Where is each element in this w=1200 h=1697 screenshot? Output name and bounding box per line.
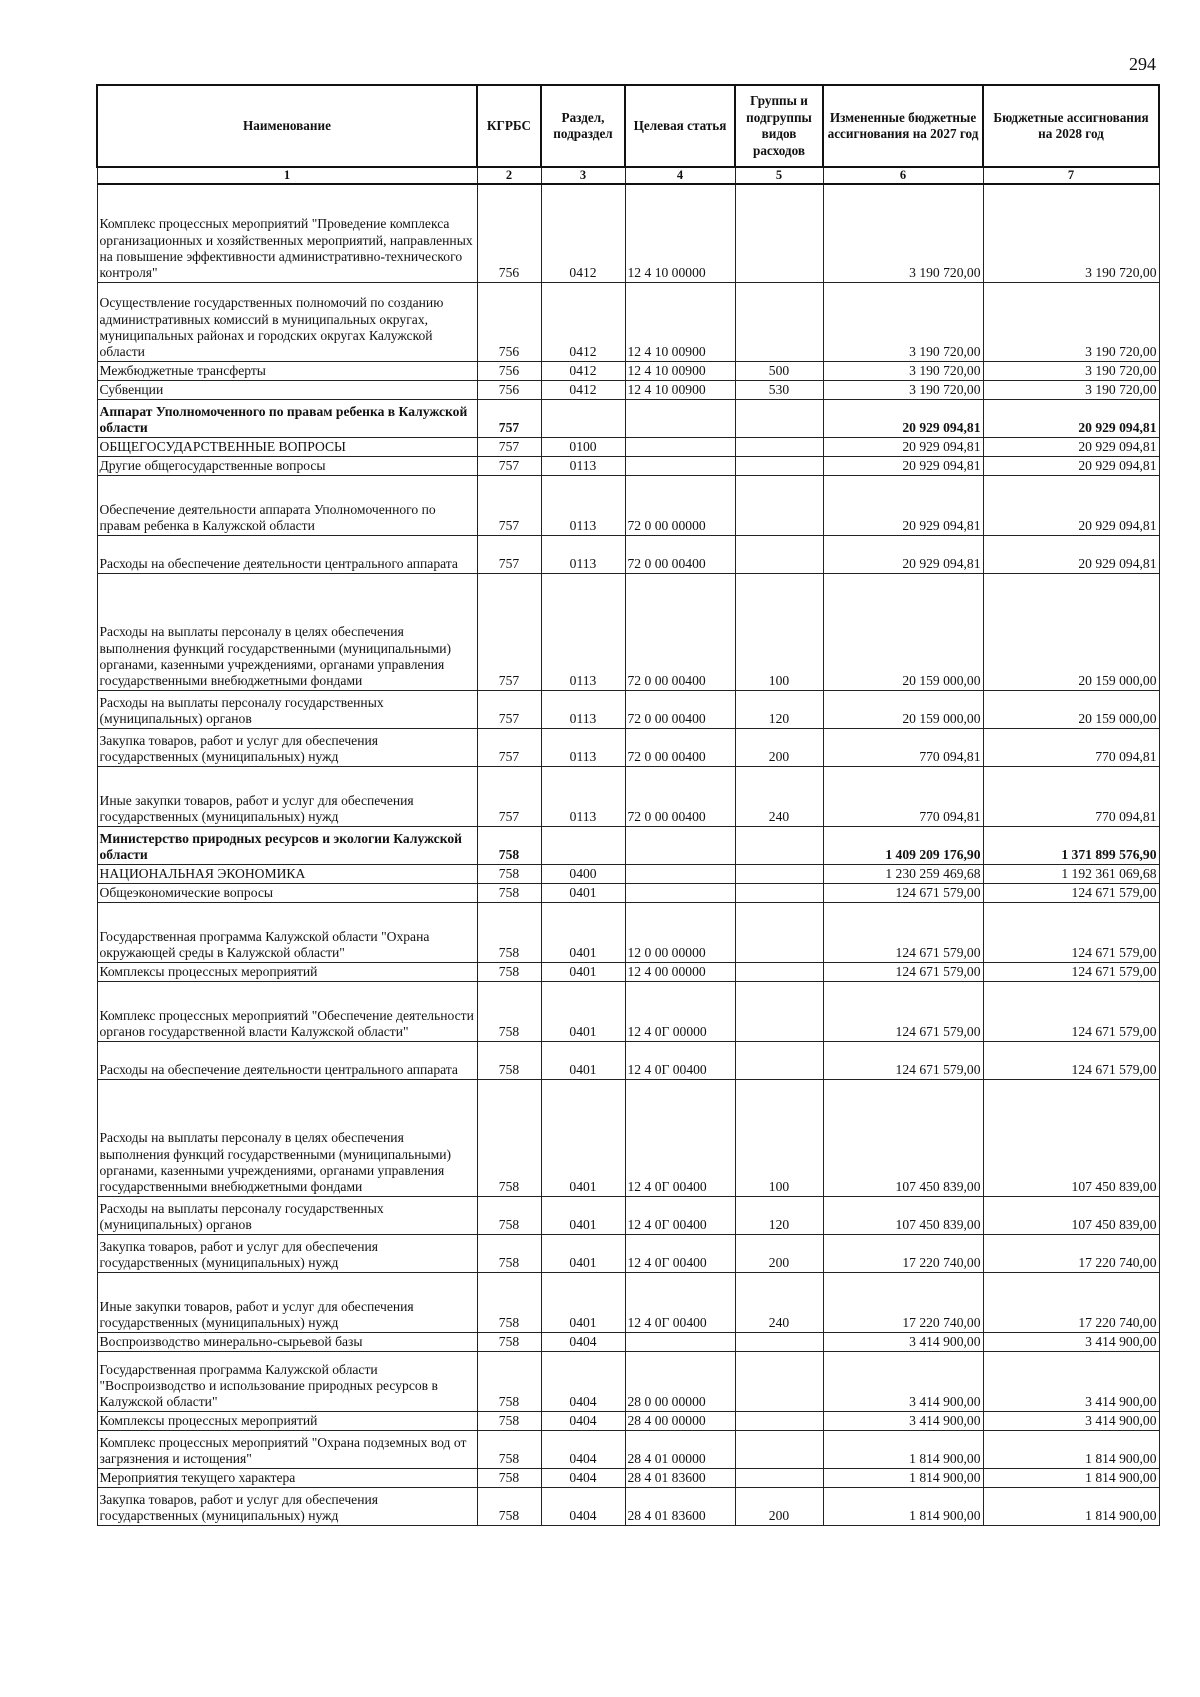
row-amount-2027: 1 409 209 176,90 — [823, 826, 983, 864]
row-kgrbs: 758 — [477, 1487, 541, 1525]
row-amount-2027: 3 190 720,00 — [823, 282, 983, 361]
row-target-article — [625, 883, 735, 902]
row-amount-2028: 20 929 094,81 — [983, 399, 1159, 437]
row-name: Государственная программа Калужской области "Охрана окружающей среды в Калужской области" — [97, 902, 477, 962]
row-name: Аппарат Уполномоченного по правам ребенка в Калужской области — [97, 399, 477, 437]
row-target-article: 12 4 0Г 00400 — [625, 1272, 735, 1332]
row-target-article: 28 4 01 83600 — [625, 1487, 735, 1525]
row-name: Расходы на обеспечение деятельности центрального аппарата — [97, 1041, 477, 1079]
row-amount-2028: 17 220 740,00 — [983, 1234, 1159, 1272]
row-amount-2028: 1 192 361 069,68 — [983, 864, 1159, 883]
row-amount-2028: 124 671 579,00 — [983, 1041, 1159, 1079]
table-row — [97, 573, 1159, 690]
row-name: Общеэкономические вопросы — [97, 883, 477, 902]
row-name: ОБЩЕГОСУДАРСТВЕННЫЕ ВОПРОСЫ — [97, 437, 477, 456]
row-kgrbs: 757 — [477, 728, 541, 766]
row-kgrbs: 758 — [477, 962, 541, 981]
row-name: Межбюджетные трансферты — [97, 361, 477, 380]
row-amount-2027: 3 190 720,00 — [823, 184, 983, 282]
row-amount-2027: 3 414 900,00 — [823, 1351, 983, 1411]
row-name: Расходы на обеспечение деятельности центрального аппарата — [97, 535, 477, 573]
row-section: 0113 — [541, 766, 625, 826]
row-expense-group — [735, 864, 823, 883]
column-number: 6 — [823, 167, 983, 184]
row-section: 0401 — [541, 902, 625, 962]
row-name: Субвенции — [97, 380, 477, 399]
row-expense-group — [735, 475, 823, 535]
table-row — [97, 728, 1159, 766]
row-amount-2027: 20 929 094,81 — [823, 437, 983, 456]
page-number: 294 — [1129, 54, 1156, 74]
table-row — [97, 1351, 1159, 1411]
table-row — [97, 1468, 1159, 1487]
row-amount-2027: 3 190 720,00 — [823, 380, 983, 399]
row-target-article: 12 0 00 00000 — [625, 902, 735, 962]
row-name: Иные закупки товаров, работ и услуг для обеспечения государственных (муниципальных) нужд — [97, 1272, 477, 1332]
row-amount-2028: 107 450 839,00 — [983, 1196, 1159, 1234]
row-amount-2027: 770 094,81 — [823, 728, 983, 766]
row-name: Закупка товаров, работ и услуг для обеспечения государственных (муниципальных) нужд — [97, 1487, 477, 1525]
row-expense-group — [735, 981, 823, 1041]
row-name: Расходы на выплаты персоналу в целях обеспечения выполнения функций государственными (муниципальными) органами, казенными учреждениями, органами управления государственными внебюджетными фондами — [97, 573, 477, 690]
row-target-article — [625, 456, 735, 475]
column-number: 7 — [983, 167, 1159, 184]
row-expense-group: 200 — [735, 1487, 823, 1525]
row-amount-2027: 1 230 259 469,68 — [823, 864, 983, 883]
row-name: Министерство природных ресурсов и экологии Калужской области — [97, 826, 477, 864]
row-amount-2027: 3 190 720,00 — [823, 361, 983, 380]
row-expense-group — [735, 1332, 823, 1351]
row-kgrbs: 756 — [477, 184, 541, 282]
row-amount-2027: 20 929 094,81 — [823, 535, 983, 573]
row-kgrbs: 758 — [477, 1351, 541, 1411]
row-target-article: 28 4 01 83600 — [625, 1468, 735, 1487]
row-kgrbs: 756 — [477, 380, 541, 399]
row-section: 0113 — [541, 728, 625, 766]
row-kgrbs: 758 — [477, 1272, 541, 1332]
row-amount-2028: 770 094,81 — [983, 728, 1159, 766]
row-section: 0400 — [541, 864, 625, 883]
row-section: 0404 — [541, 1487, 625, 1525]
row-kgrbs: 758 — [477, 1079, 541, 1196]
row-kgrbs: 757 — [477, 766, 541, 826]
row-amount-2028: 17 220 740,00 — [983, 1272, 1159, 1332]
row-section: 0401 — [541, 1234, 625, 1272]
row-amount-2028: 3 190 720,00 — [983, 380, 1159, 399]
row-expense-group — [735, 826, 823, 864]
row-expense-group — [735, 1041, 823, 1079]
row-expense-group — [735, 437, 823, 456]
row-section — [541, 399, 625, 437]
row-amount-2028: 770 094,81 — [983, 766, 1159, 826]
row-amount-2028: 124 671 579,00 — [983, 962, 1159, 981]
row-amount-2028: 107 450 839,00 — [983, 1079, 1159, 1196]
row-kgrbs: 758 — [477, 1234, 541, 1272]
column-number: 5 — [735, 167, 823, 184]
column-number: 1 — [97, 167, 477, 184]
row-name: Комплекс процессных мероприятий "Обеспечение деятельности органов государственной власти Калужской области" — [97, 981, 477, 1041]
row-target-article: 12 4 10 00900 — [625, 361, 735, 380]
row-section: 0401 — [541, 1079, 625, 1196]
row-kgrbs: 758 — [477, 1468, 541, 1487]
row-expense-group — [735, 902, 823, 962]
row-section: 0404 — [541, 1430, 625, 1468]
header-2028: Бюджетные ассигнования на 2028 год — [983, 85, 1159, 167]
row-amount-2028: 124 671 579,00 — [983, 883, 1159, 902]
row-expense-group — [735, 1468, 823, 1487]
table-row — [97, 883, 1159, 902]
row-expense-group — [735, 282, 823, 361]
row-name: Осуществление государственных полномочий по созданию административных комиссий в муниципальных округах, муниципальных районах и городских округах Калужской области — [97, 282, 477, 361]
header-kgrbs: КГРБС — [477, 85, 541, 167]
row-target-article: 12 4 0Г 00400 — [625, 1196, 735, 1234]
row-expense-group: 240 — [735, 766, 823, 826]
row-section: 0401 — [541, 1272, 625, 1332]
row-name: Комплекс процессных мероприятий "Проведение комплекса организационных и хозяйственных мероприятий, направленных на повышение эффективности административно-технического контроля" — [97, 184, 477, 282]
row-target-article: 72 0 00 00000 — [625, 475, 735, 535]
row-target-article: 72 0 00 00400 — [625, 690, 735, 728]
row-kgrbs: 758 — [477, 1196, 541, 1234]
column-number: 4 — [625, 167, 735, 184]
row-kgrbs: 758 — [477, 1041, 541, 1079]
row-expense-group — [735, 962, 823, 981]
row-target-article: 12 4 10 00900 — [625, 282, 735, 361]
row-amount-2027: 17 220 740,00 — [823, 1272, 983, 1332]
row-name: Комплексы процессных мероприятий — [97, 1411, 477, 1430]
row-kgrbs: 757 — [477, 573, 541, 690]
table-row — [97, 981, 1159, 1041]
row-kgrbs: 758 — [477, 1430, 541, 1468]
row-name: Расходы на выплаты персоналу государственных (муниципальных) органов — [97, 690, 477, 728]
table-row — [97, 826, 1159, 864]
row-amount-2027: 3 414 900,00 — [823, 1332, 983, 1351]
row-section: 0401 — [541, 962, 625, 981]
row-kgrbs: 756 — [477, 282, 541, 361]
row-target-article: 72 0 00 00400 — [625, 535, 735, 573]
row-amount-2028: 3 414 900,00 — [983, 1351, 1159, 1411]
table-row — [97, 456, 1159, 475]
row-section: 0113 — [541, 535, 625, 573]
row-name: Закупка товаров, работ и услуг для обеспечения государственных (муниципальных) нужд — [97, 1234, 477, 1272]
row-section: 0404 — [541, 1411, 625, 1430]
row-section: 0412 — [541, 282, 625, 361]
row-name: НАЦИОНАЛЬНАЯ ЭКОНОМИКА — [97, 864, 477, 883]
row-section: 0404 — [541, 1332, 625, 1351]
row-section: 0401 — [541, 883, 625, 902]
row-amount-2027: 107 450 839,00 — [823, 1196, 983, 1234]
column-number: 3 — [541, 167, 625, 184]
row-target-article: 12 4 10 00900 — [625, 380, 735, 399]
row-amount-2028: 1 814 900,00 — [983, 1487, 1159, 1525]
row-expense-group: 100 — [735, 1079, 823, 1196]
row-section: 0100 — [541, 437, 625, 456]
row-expense-group — [735, 535, 823, 573]
table-row — [97, 1196, 1159, 1234]
row-amount-2028: 3 414 900,00 — [983, 1332, 1159, 1351]
row-amount-2028: 3 190 720,00 — [983, 361, 1159, 380]
row-target-article: 12 4 0Г 00400 — [625, 1079, 735, 1196]
header-2027: Измененные бюджетные ассигнования на 2027 год — [823, 85, 983, 167]
row-target-article: 12 4 00 00000 — [625, 962, 735, 981]
row-section: 0401 — [541, 1196, 625, 1234]
table-row — [97, 184, 1159, 282]
row-amount-2028: 20 929 094,81 — [983, 437, 1159, 456]
table-row — [97, 1487, 1159, 1525]
row-amount-2027: 124 671 579,00 — [823, 902, 983, 962]
row-name: Комплексы процессных мероприятий — [97, 962, 477, 981]
row-amount-2028: 20 159 000,00 — [983, 690, 1159, 728]
table-row — [97, 902, 1159, 962]
row-section: 0404 — [541, 1351, 625, 1411]
row-kgrbs: 757 — [477, 535, 541, 573]
row-expense-group — [735, 883, 823, 902]
row-amount-2027: 20 929 094,81 — [823, 475, 983, 535]
row-name: Расходы на выплаты персоналу государственных (муниципальных) органов — [97, 1196, 477, 1234]
row-section: 0412 — [541, 184, 625, 282]
table-row — [97, 437, 1159, 456]
row-target-article — [625, 864, 735, 883]
table-row — [97, 1430, 1159, 1468]
row-amount-2027: 107 450 839,00 — [823, 1079, 983, 1196]
row-kgrbs: 757 — [477, 399, 541, 437]
row-kgrbs: 758 — [477, 826, 541, 864]
row-kgrbs: 757 — [477, 456, 541, 475]
row-kgrbs: 758 — [477, 883, 541, 902]
table-row — [97, 282, 1159, 361]
row-amount-2028: 124 671 579,00 — [983, 902, 1159, 962]
row-section: 0113 — [541, 456, 625, 475]
table-row — [97, 962, 1159, 981]
row-expense-group — [735, 184, 823, 282]
header-group: Группы и подгруппы видов расходов — [735, 85, 823, 167]
row-amount-2028: 1 371 899 576,90 — [983, 826, 1159, 864]
row-amount-2028: 124 671 579,00 — [983, 981, 1159, 1041]
row-amount-2027: 1 814 900,00 — [823, 1468, 983, 1487]
row-amount-2027: 20 159 000,00 — [823, 573, 983, 690]
row-amount-2027: 124 671 579,00 — [823, 981, 983, 1041]
row-target-article: 28 4 01 00000 — [625, 1430, 735, 1468]
row-target-article: 28 4 00 00000 — [625, 1411, 735, 1430]
row-name: Комплекс процессных мероприятий "Охрана подземных вод от загрязнения и истощения" — [97, 1430, 477, 1468]
row-name: Расходы на выплаты персоналу в целях обеспечения выполнения функций государственными (муниципальными) органами, казенными учреждениями, органами управления государственными внебюджетными фондами — [97, 1079, 477, 1196]
table-row — [97, 1332, 1159, 1351]
table-row — [97, 361, 1159, 380]
row-amount-2027: 3 414 900,00 — [823, 1411, 983, 1430]
row-expense-group: 200 — [735, 1234, 823, 1272]
row-target-article: 12 4 0Г 00400 — [625, 1234, 735, 1272]
row-target-article — [625, 399, 735, 437]
row-amount-2028: 20 929 094,81 — [983, 456, 1159, 475]
table-row — [97, 1234, 1159, 1272]
row-kgrbs: 758 — [477, 1332, 541, 1351]
table-row — [97, 535, 1159, 573]
row-section: 0401 — [541, 1041, 625, 1079]
row-section: 0113 — [541, 690, 625, 728]
row-expense-group: 530 — [735, 380, 823, 399]
row-amount-2028: 3 190 720,00 — [983, 184, 1159, 282]
row-expense-group — [735, 456, 823, 475]
row-target-article: 28 0 00 00000 — [625, 1351, 735, 1411]
row-section: 0401 — [541, 981, 625, 1041]
table-row — [97, 766, 1159, 826]
row-amount-2027: 20 929 094,81 — [823, 456, 983, 475]
row-expense-group — [735, 1351, 823, 1411]
row-target-article: 12 4 0Г 00000 — [625, 981, 735, 1041]
row-kgrbs: 758 — [477, 902, 541, 962]
budget-table — [96, 84, 1160, 1526]
table-row — [97, 380, 1159, 399]
row-amount-2027: 124 671 579,00 — [823, 1041, 983, 1079]
table-row — [97, 399, 1159, 437]
row-amount-2027: 770 094,81 — [823, 766, 983, 826]
row-name: Иные закупки товаров, работ и услуг для обеспечения государственных (муниципальных) нужд — [97, 766, 477, 826]
row-name: Закупка товаров, работ и услуг для обеспечения государственных (муниципальных) нужд — [97, 728, 477, 766]
row-name: Мероприятия текущего характера — [97, 1468, 477, 1487]
row-amount-2027: 17 220 740,00 — [823, 1234, 983, 1272]
row-expense-group: 120 — [735, 1196, 823, 1234]
row-target-article: 12 4 0Г 00400 — [625, 1041, 735, 1079]
row-target-article: 12 4 10 00000 — [625, 184, 735, 282]
row-expense-group: 120 — [735, 690, 823, 728]
row-target-article: 72 0 00 00400 — [625, 728, 735, 766]
table-row — [97, 690, 1159, 728]
row-expense-group — [735, 1430, 823, 1468]
row-expense-group: 100 — [735, 573, 823, 690]
row-name: Обеспечение деятельности аппарата Уполномоченного по правам ребенка в Калужской области — [97, 475, 477, 535]
row-kgrbs: 758 — [477, 1411, 541, 1430]
table-row — [97, 864, 1159, 883]
table-row — [97, 475, 1159, 535]
row-kgrbs: 758 — [477, 864, 541, 883]
row-amount-2028: 1 814 900,00 — [983, 1430, 1159, 1468]
row-target-article — [625, 826, 735, 864]
row-kgrbs: 757 — [477, 475, 541, 535]
row-amount-2028: 20 159 000,00 — [983, 573, 1159, 690]
row-amount-2028: 1 814 900,00 — [983, 1468, 1159, 1487]
row-name: Другие общегосударственные вопросы — [97, 456, 477, 475]
row-target-article — [625, 437, 735, 456]
row-name: Воспроизводство минерально-сырьевой базы — [97, 1332, 477, 1351]
row-section: 0404 — [541, 1468, 625, 1487]
row-target-article: 72 0 00 00400 — [625, 573, 735, 690]
table-row — [97, 1079, 1159, 1196]
row-expense-group: 200 — [735, 728, 823, 766]
row-section: 0113 — [541, 573, 625, 690]
row-section: 0412 — [541, 361, 625, 380]
row-expense-group: 240 — [735, 1272, 823, 1332]
row-section: 0412 — [541, 380, 625, 399]
row-expense-group — [735, 399, 823, 437]
row-amount-2028: 3 414 900,00 — [983, 1411, 1159, 1430]
row-amount-2028: 20 929 094,81 — [983, 475, 1159, 535]
row-kgrbs: 757 — [477, 437, 541, 456]
header-article: Целевая статья — [625, 85, 735, 167]
row-kgrbs: 757 — [477, 690, 541, 728]
table-row — [97, 1041, 1159, 1079]
row-amount-2027: 124 671 579,00 — [823, 883, 983, 902]
row-amount-2028: 20 929 094,81 — [983, 535, 1159, 573]
row-amount-2027: 124 671 579,00 — [823, 962, 983, 981]
row-name: Государственная программа Калужской области "Воспроизводство и использование природных ресурсов в Калужской области" — [97, 1351, 477, 1411]
row-target-article — [625, 1332, 735, 1351]
row-amount-2028: 3 190 720,00 — [983, 282, 1159, 361]
table-row — [97, 1272, 1159, 1332]
row-expense-group: 500 — [735, 361, 823, 380]
row-amount-2027: 20 929 094,81 — [823, 399, 983, 437]
row-kgrbs: 758 — [477, 981, 541, 1041]
row-expense-group — [735, 1411, 823, 1430]
row-amount-2027: 20 159 000,00 — [823, 690, 983, 728]
column-number: 2 — [477, 167, 541, 184]
row-section — [541, 826, 625, 864]
row-section: 0113 — [541, 475, 625, 535]
header-name: Наименование — [97, 85, 477, 167]
row-amount-2027: 1 814 900,00 — [823, 1487, 983, 1525]
row-kgrbs: 756 — [477, 361, 541, 380]
row-target-article: 72 0 00 00400 — [625, 766, 735, 826]
table-row — [97, 1411, 1159, 1430]
header-section: Раздел, подраздел — [541, 85, 625, 167]
row-amount-2027: 1 814 900,00 — [823, 1430, 983, 1468]
